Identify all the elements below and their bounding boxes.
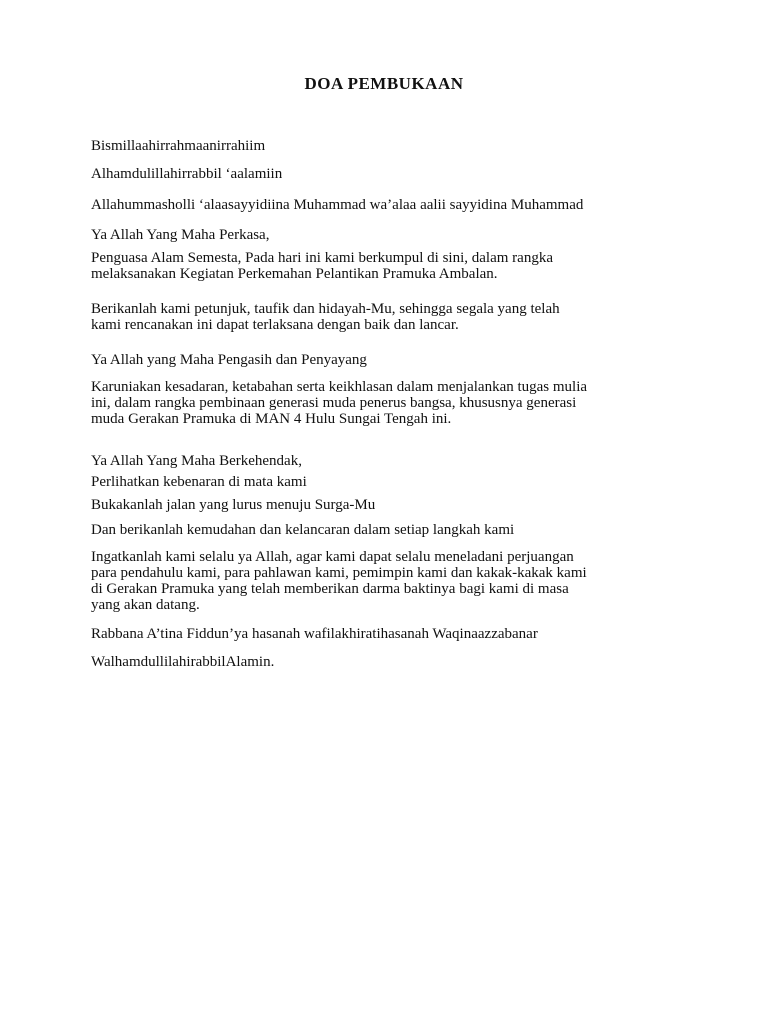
text-line: Ya Allah Yang Maha Berkehendak, [91, 453, 302, 469]
text-line: kami rencanakan ini dapat terlaksana dengan baik dan lancar. [91, 317, 459, 333]
text-line: Ingatkanlah kami selalu ya Allah, agar kami dapat selalu meneladani perjuangan [91, 549, 574, 565]
text-line: Allahummasholli ‘alaasayyidiina Muhammad wa’alaa aalii sayyidina Muhammad [91, 197, 584, 213]
document-title: DOA PEMBUKAAN [304, 74, 464, 93]
text-line: yang akan datang. [91, 597, 200, 613]
text-line: melaksanakan Kegiatan Perkemahan Pelantikan Pramuka Ambalan. [91, 266, 498, 282]
text-line: Penguasa Alam Semesta, Pada hari ini kami berkumpul di sini, dalam rangka [91, 250, 553, 266]
paragraph-sholawat [91, 197, 711, 213]
paragraph-ya-allah-berkehendak [91, 453, 711, 469]
paragraph-ya-allah-pengasih [91, 352, 711, 368]
text-line: Bismillaahirrahmaanirrahiim [91, 138, 266, 154]
text-line: Dan berikanlah kemudahan dan kelancaran dalam setiap langkah kami [91, 522, 515, 538]
text-line: Ya Allah yang Maha Pengasih dan Penyayang [91, 352, 367, 368]
paragraph-karuniakan [91, 379, 711, 427]
text-line: Alhamdulillahirrabbil ‘aalamiin [91, 166, 283, 182]
text-line: Karuniakan kesadaran, ketabahan serta keikhlasan dalam menjalankan tugas mulia [91, 379, 588, 395]
paragraph-ya-allah-perkasa [91, 227, 711, 243]
text-line: di Gerakan Pramuka yang telah memberikan darma baktinya bagi kami di masa [91, 581, 569, 597]
text-line: Rabbana A’tina Fiddun’ya hasanah wafilakhiratihasanah Waqinaazzabanar [91, 626, 538, 642]
text-line: WalhamdullilahirabbilAlamin. [91, 654, 275, 670]
paragraph-ingatkanlah [91, 549, 711, 613]
text-line: ini, dalam rangka pembinaan generasi muda penerus bangsa, khususnya generasi [91, 395, 577, 411]
text-line: Bukakanlah jalan yang lurus menuju Surga-Mu [91, 497, 376, 513]
text-line: Ya Allah Yang Maha Perkasa, [91, 227, 270, 243]
text-line: Perlihatkan kebenaran di mata kami [91, 474, 307, 490]
text-line: para pendahulu kami, para pahlawan kami, pemimpin kami dan kakak-kakak kami [91, 565, 587, 581]
paragraph-bukakanlah [91, 497, 711, 513]
paragraph-walhamdulillah [91, 654, 711, 670]
paragraph-bismillah [91, 138, 711, 154]
paragraph-rabbana [91, 626, 711, 642]
text-line: muda Gerakan Pramuka di MAN 4 Hulu Sungai Tengah ini. [91, 411, 452, 427]
paragraph-perlihatkan [91, 474, 711, 490]
paragraph-dan-berikanlah [91, 522, 711, 538]
text-line: Berikanlah kami petunjuk, taufik dan hidayah-Mu, sehingga segala yang telah [91, 301, 560, 317]
paragraph-berikanlah [91, 301, 711, 333]
paragraph-penguasa [91, 250, 711, 282]
paragraph-alhamdulillah [91, 166, 711, 182]
